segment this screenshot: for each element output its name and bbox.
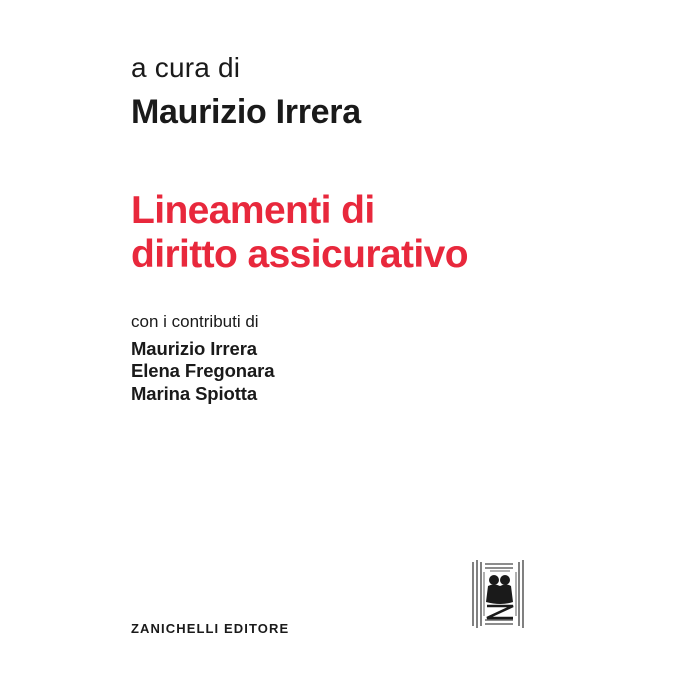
list-item: Marina Spiotta <box>131 382 258 404</box>
list-item: Elena Fregonara <box>131 360 275 382</box>
publisher-name: ZANICHELLI EDITORE <box>131 621 290 636</box>
contributors-label: con i contributi di <box>131 312 259 332</box>
cover-text-block <box>131 0 631 700</box>
editor-label: a cura di <box>131 52 241 83</box>
list-item: Maurizio Irrera <box>131 337 257 359</box>
book-title-line-2: diritto assicurativo <box>131 232 468 276</box>
zanichelli-colophon-icon <box>467 556 529 632</box>
book-title <box>131 132 631 276</box>
book-title-line-1: Lineamenti di <box>131 188 375 232</box>
editor-name: Maurizio Irrera <box>131 92 361 131</box>
contributors-list <box>131 333 631 406</box>
